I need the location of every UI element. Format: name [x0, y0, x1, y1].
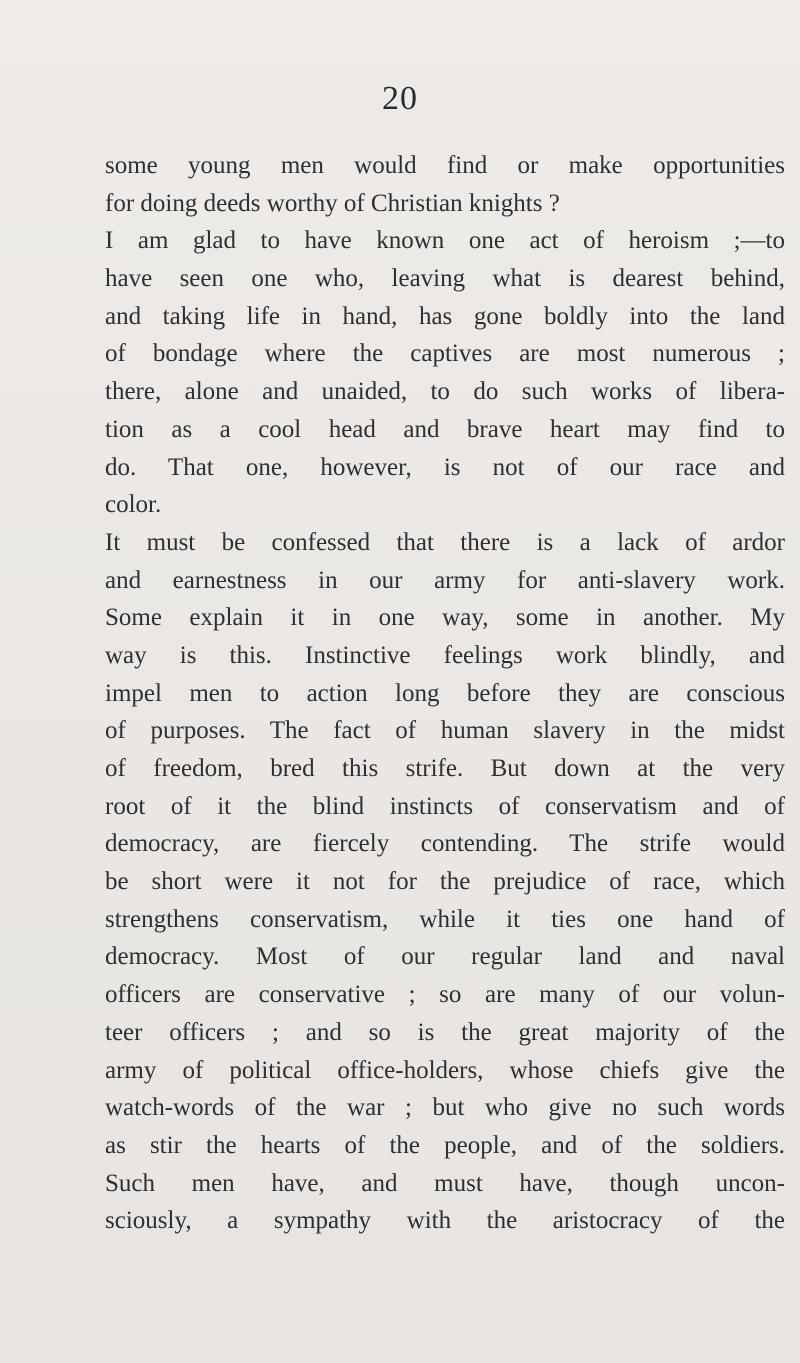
text-line: of bondage where the captives are most numerous ;	[105, 340, 785, 368]
text-line: root of it the blind instincts of conservatism and of	[105, 792, 785, 820]
text-line: democracy. Most of our regular land and naval	[105, 943, 785, 971]
text-line: I am glad to have known one act of heroism ;—to	[105, 227, 785, 255]
page-number: 20	[382, 80, 418, 117]
text-line: It must be confessed that there is a lack of ardor	[105, 528, 785, 556]
text-line: teer officers ; and so is the great majority of the	[105, 1018, 785, 1046]
text-line: color.	[105, 491, 162, 519]
text-line: Some explain it in one way, some in another. My	[105, 604, 785, 632]
text-line: and earnestness in our army for anti-slavery work.	[105, 566, 785, 594]
text-line: some young men would find or make opportunities	[105, 152, 785, 179]
text-line: tion as a cool head and brave heart may find to	[105, 415, 785, 443]
text-line: be short were it not for the prejudice of race, which	[105, 868, 785, 896]
body-text	[105, 147, 785, 1240]
text-line: there, alone and unaided, to do such works of libera-	[105, 378, 785, 406]
text-line: do. That one, however, is not of our race and	[105, 453, 785, 481]
text-line: of freedom, bred this strife. But down at the very	[105, 755, 785, 782]
text-line: strengthens conservatism, while it ties one hand of	[105, 905, 785, 933]
text-line: way is this. Instinctive feelings work blindly, and	[105, 641, 785, 669]
text-line: as stir the hearts of the people, and of the soldiers.	[105, 1131, 785, 1159]
text-line: sciously, a sympathy with the aristocracy of the	[105, 1207, 785, 1235]
text-line: watch-words of the war ; but who give no such words	[105, 1094, 785, 1122]
text-line: officers are conservative ; so are many of our volun-	[105, 981, 785, 1009]
text-line: of purposes. The fact of human slavery in the midst	[105, 717, 785, 745]
text-line: impel men to action long before they are conscious	[105, 679, 785, 707]
text-line: Such men have, and must have, though uncon-	[105, 1169, 785, 1197]
text-line: democracy, are fiercely contending. The strife would	[105, 830, 785, 858]
text-line: and taking life in hand, has gone boldly into the land	[105, 302, 785, 330]
text-line: for doing deeds worthy of Christian knights ?	[105, 189, 560, 217]
text-line: army of political office-holders, whose chiefs give the	[105, 1056, 785, 1084]
text-line: have seen one who, leaving what is dearest behind,	[105, 265, 785, 293]
